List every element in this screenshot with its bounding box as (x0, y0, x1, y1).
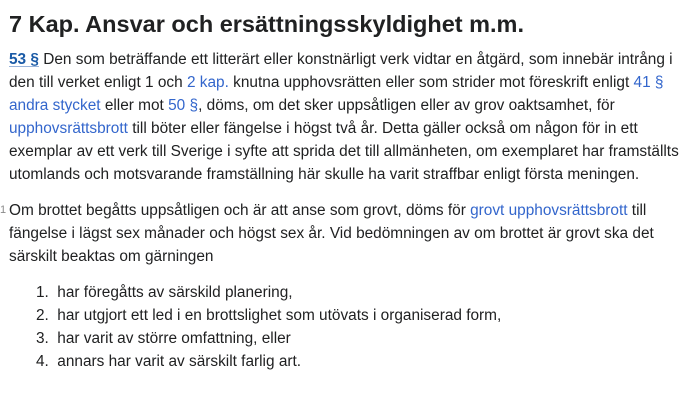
section-53-text-3: eller mot (100, 97, 169, 114)
paragraph-2-text-1: Om brottet begåtts uppsåtligen och är att anse som grovt, döms för (9, 202, 471, 219)
list-item-number: 2. (36, 307, 49, 324)
chapter-title: 7 Kap. Ansvar och ersättningsskyldighet m.m. (9, 11, 524, 37)
gross-infringement-paragraph (0, 199, 693, 268)
list-item-text: har varit av större omfattning, eller (57, 330, 291, 347)
list-item (36, 281, 693, 304)
list-item (36, 327, 693, 350)
section-53-text-2: knutna upphovsrätten eller som strider mot föreskrift enligt (228, 74, 634, 91)
list-item (36, 304, 693, 327)
list-item-number: 1. (36, 284, 49, 301)
gross-infringement-link[interactable]: grovt upphovsrättsbrott (470, 202, 628, 219)
section-41-link[interactable]: 41 § andra stycket (9, 74, 664, 114)
section-53-text-4: , döms, om det sker uppsåtligen eller av grov oaktsamhet, för (198, 97, 615, 114)
paragraph-2-text-2: till fängelse i lägst sex månader och högst sex år. Vid bedömningen av om brottet är grovt ska det särskilt beaktas om gärningen (9, 202, 654, 265)
section-53-text-5: till böter eller fängelse i högst två år. Detta gäller också om någon för in ett exemplar av ett verk till Sverige i syfte att sprida det till allmänheten, om exemplaret har framställts utomlands och motsvarande framställning här skulle ha varit straffbar enligt första meningen. (9, 120, 679, 183)
section-53-paragraph (9, 48, 693, 186)
conditions-list (9, 281, 693, 373)
section-53-link[interactable]: 53 § (9, 51, 39, 68)
list-item-text: har föregåtts av särskild planering, (57, 284, 293, 301)
list-item-text: annars har varit av särskilt farlig art. (57, 353, 302, 370)
chapter-2-link[interactable]: 2 kap. (186, 74, 229, 91)
infringement-link[interactable]: upphovsrättsbrott (9, 120, 128, 137)
section-53-text-1: Den som beträffande ett litterärt eller konstnärligt verk vidtar en åtgärd, som innebär intrång i den till verket enligt 1 och (9, 51, 673, 91)
list-item-number: 4. (36, 353, 49, 370)
list-item (36, 350, 693, 373)
section-50-link[interactable]: 50 § (168, 97, 199, 114)
list-item-text: har utgjort ett led i en brottslighet som utövats i organiserad form, (57, 307, 502, 324)
list-item-number: 3. (36, 330, 49, 347)
paragraph-marker: 1 (0, 204, 7, 216)
